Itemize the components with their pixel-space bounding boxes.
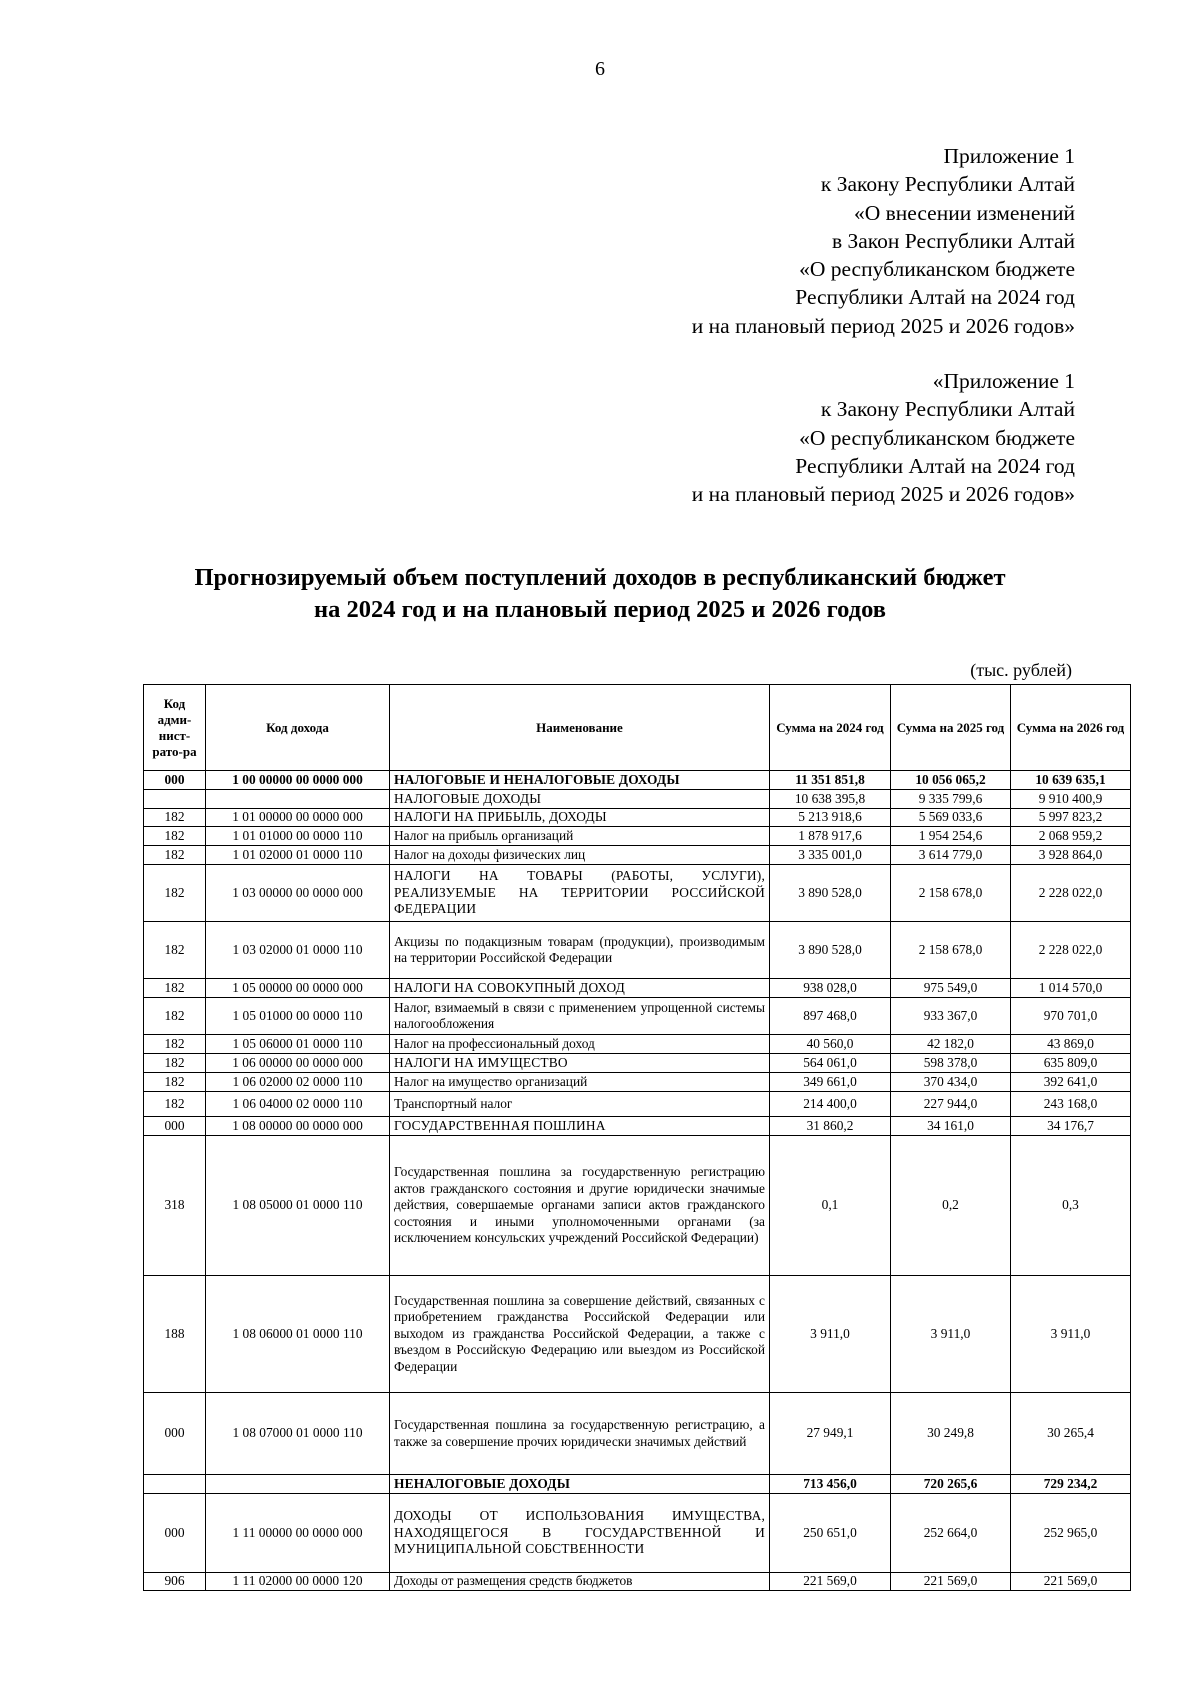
income-code-cell: 1 00 00000 00 0000 000: [206, 771, 390, 790]
sum-2025-cell: 598 378,0: [891, 1054, 1011, 1073]
sum-2025-cell: 3 614 779,0: [891, 846, 1011, 865]
sum-2024-cell: 713 456,0: [770, 1475, 891, 1494]
sum-2024-cell: 897 468,0: [770, 998, 891, 1035]
sum-2026-cell: 2 068 959,2: [1011, 827, 1131, 846]
sum-2026-cell: 635 809,0: [1011, 1054, 1131, 1073]
admin-code-cell: 182: [144, 865, 206, 922]
sum-2026-cell: 221 569,0: [1011, 1573, 1131, 1591]
sum-2025-cell: 5 569 033,6: [891, 809, 1011, 827]
appendix-quoted-line: «О республиканском бюджете: [799, 425, 1075, 450]
table-row: [144, 1393, 1131, 1475]
table-row: [144, 922, 1131, 979]
header-sum-2026: Сумма на 2026 год: [1011, 685, 1131, 771]
sum-2024-cell: 10 638 395,8: [770, 790, 891, 809]
income-code-cell: 1 03 00000 00 0000 000: [206, 865, 390, 922]
sum-2025-cell: 0,2: [891, 1136, 1011, 1276]
table-row: [144, 827, 1131, 846]
sum-2024-cell: 3 911,0: [770, 1276, 891, 1393]
income-name-cell: НАЛОГИ НА ТОВАРЫ (РАБОТЫ, УСЛУГИ), РЕАЛИЗУЕМЫЕ НА ТЕРРИТОРИИ РОССИЙСКОЙ ФЕДЕРАЦИИ: [390, 865, 770, 922]
header-sum-2025: Сумма на 2025 год: [891, 685, 1011, 771]
table-row: [144, 771, 1131, 790]
table-header-row: [144, 685, 1131, 771]
admin-code-cell: 182: [144, 846, 206, 865]
admin-code-cell: 318: [144, 1136, 206, 1276]
sum-2026-cell: 34 176,7: [1011, 1117, 1131, 1136]
income-name-cell: ГОСУДАРСТВЕННАЯ ПОШЛИНА: [390, 1117, 770, 1136]
sum-2024-cell: 250 651,0: [770, 1494, 891, 1573]
sum-2026-cell: 2 228 022,0: [1011, 922, 1131, 979]
income-name-cell: Государственная пошлина за государственную регистрацию, а также за совершение прочих юридически значимых действий: [390, 1393, 770, 1475]
appendix-header-line: «О внесении изменений: [853, 200, 1075, 225]
appendix-header-line: к Закону Республики Алтай: [820, 172, 1075, 197]
sum-2024-cell: 564 061,0: [770, 1054, 891, 1073]
table-row: [144, 998, 1131, 1035]
sum-2025-cell: 370 434,0: [891, 1073, 1011, 1092]
admin-code-cell: 000: [144, 1117, 206, 1136]
appendix-header: [692, 142, 1075, 340]
sum-2026-cell: 3 928 864,0: [1011, 846, 1131, 865]
admin-code-cell: 000: [144, 771, 206, 790]
header-income-code: Код дохода: [206, 685, 390, 771]
income-code-cell: [206, 1475, 390, 1494]
income-code-cell: 1 08 05000 01 0000 110: [206, 1136, 390, 1276]
sum-2024-cell: 938 028,0: [770, 979, 891, 998]
admin-code-cell: 182: [144, 1054, 206, 1073]
header-sum-2024: Сумма на 2024 год: [770, 685, 891, 771]
sum-2024-cell: 1 878 917,6: [770, 827, 891, 846]
sum-2026-cell: 252 965,0: [1011, 1494, 1131, 1573]
sum-2025-cell: 720 265,6: [891, 1475, 1011, 1494]
admin-code-cell: 182: [144, 809, 206, 827]
sum-2026-cell: 392 641,0: [1011, 1073, 1131, 1092]
income-name-cell: НАЛОГИ НА ПРИБЫЛЬ, ДОХОДЫ: [390, 809, 770, 827]
appendix-quoted-line: «Приложение 1: [932, 369, 1075, 393]
sum-2026-cell: 0,3: [1011, 1136, 1131, 1276]
income-name-cell: Налог, взимаемый в связи с применением упрощенной системы налогообложения: [390, 998, 770, 1035]
income-code-cell: 1 01 02000 01 0000 110: [206, 846, 390, 865]
admin-code-cell: 182: [144, 1073, 206, 1092]
sum-2026-cell: 5 997 823,2: [1011, 809, 1131, 827]
sum-2024-cell: 27 949,1: [770, 1393, 891, 1475]
table-row: [144, 846, 1131, 865]
income-name-cell: ДОХОДЫ ОТ ИСПОЛЬЗОВАНИЯ ИМУЩЕСТВА, НАХОДЯЩЕГОСЯ В ГОСУДАРСТВЕННОЙ И МУНИЦИПАЛЬНОЙ СОБСТВЕННОСТИ: [390, 1494, 770, 1573]
appendix-quoted-line: и на плановый период 2025 и 2026 годов»: [691, 482, 1075, 507]
sum-2025-cell: 221 569,0: [891, 1573, 1011, 1591]
sum-2025-cell: 10 056 065,2: [891, 771, 1011, 790]
sum-2024-cell: 31 860,2: [770, 1117, 891, 1136]
sum-2024-cell: 349 661,0: [770, 1073, 891, 1092]
sum-2025-cell: 252 664,0: [891, 1494, 1011, 1573]
sum-2026-cell: 1 014 570,0: [1011, 979, 1131, 998]
income-name-cell: Государственная пошлина за совершение действий, связанных с приобретением гражданства Российской Федерации или выходом из гражданства Российской Федерации, а также с въездом в Российскую Федерацию или выездом из Российской Федерации: [390, 1276, 770, 1393]
sum-2024-cell: 11 351 851,8: [770, 771, 891, 790]
income-code-cell: 1 06 04000 02 0000 110: [206, 1092, 390, 1117]
sum-2025-cell: 42 182,0: [891, 1035, 1011, 1054]
appendix-header-line: в Закон Республики Алтай: [831, 228, 1075, 253]
document-title-line: Прогнозируемый объем поступлений доходов в республиканский бюджет: [194, 564, 1006, 591]
units-note: (тыс. рублей): [970, 660, 1072, 680]
income-name-cell: Налог на имущество организаций: [390, 1073, 770, 1092]
income-code-cell: 1 03 02000 01 0000 110: [206, 922, 390, 979]
sum-2024-cell: 3 890 528,0: [770, 865, 891, 922]
income-code-cell: [206, 790, 390, 809]
document-title-line: на 2024 год и на плановый период 2025 и 2026 годов: [313, 596, 886, 623]
table-body: [144, 771, 1131, 1591]
table-row: [144, 809, 1131, 827]
sum-2024-cell: 214 400,0: [770, 1092, 891, 1117]
appendix-header-line: «О республиканском бюджете: [799, 257, 1075, 282]
income-code-cell: 1 05 06000 01 0000 110: [206, 1035, 390, 1054]
sum-2024-cell: 221 569,0: [770, 1573, 891, 1591]
income-name-cell: Государственная пошлина за государственную регистрацию актов гражданского состояния и другие юридически значимые действия, совершаемые органами записи актов гражданского состояния и иными уполномоченными органами (за исключением консульских учреждений Российской Федерации): [390, 1136, 770, 1276]
admin-code-cell: 000: [144, 1393, 206, 1475]
sum-2026-cell: 9 910 400,9: [1011, 790, 1131, 809]
sum-2026-cell: 243 168,0: [1011, 1092, 1131, 1117]
appendix-header-line: Приложение 1: [943, 144, 1075, 168]
table-row: [144, 1073, 1131, 1092]
sum-2025-cell: 9 335 799,6: [891, 790, 1011, 809]
appendix-quoted: [692, 367, 1075, 508]
admin-code-cell: 906: [144, 1573, 206, 1591]
income-name-cell: Доходы от размещения средств бюджетов: [390, 1573, 770, 1591]
table-row: [144, 865, 1131, 922]
income-name-cell: Налог на доходы физических лиц: [390, 846, 770, 865]
sum-2024-cell: 40 560,0: [770, 1035, 891, 1054]
header-admin-code: Код адми-нист-рато-ра: [144, 685, 206, 771]
document-title: [0, 562, 1200, 626]
table-row: [144, 1136, 1131, 1276]
income-name-cell: НАЛОГИ НА ИМУЩЕСТВО: [390, 1054, 770, 1073]
sum-2025-cell: 933 367,0: [891, 998, 1011, 1035]
sum-2026-cell: 2 228 022,0: [1011, 865, 1131, 922]
table-row: [144, 1035, 1131, 1054]
income-name-cell: НАЛОГИ НА СОВОКУПНЫЙ ДОХОД: [390, 979, 770, 998]
income-code-cell: 1 11 00000 00 0000 000: [206, 1494, 390, 1573]
income-name-cell: НАЛОГОВЫЕ ДОХОДЫ: [390, 790, 770, 809]
table-row: [144, 979, 1131, 998]
admin-code-cell: 182: [144, 922, 206, 979]
sum-2025-cell: 1 954 254,6: [891, 827, 1011, 846]
sum-2025-cell: 2 158 678,0: [891, 922, 1011, 979]
sum-2024-cell: 3 335 001,0: [770, 846, 891, 865]
table-row: [144, 1573, 1131, 1591]
sum-2026-cell: 970 701,0: [1011, 998, 1131, 1035]
admin-code-cell: 182: [144, 979, 206, 998]
page-number: 6: [595, 58, 605, 80]
income-code-cell: 1 06 02000 02 0000 110: [206, 1073, 390, 1092]
sum-2026-cell: 3 911,0: [1011, 1276, 1131, 1393]
sum-2024-cell: 5 213 918,6: [770, 809, 891, 827]
income-name-cell: Налог на профессиональный доход: [390, 1035, 770, 1054]
income-code-cell: 1 05 00000 00 0000 000: [206, 979, 390, 998]
income-name-cell: НЕНАЛОГОВЫЕ ДОХОДЫ: [390, 1475, 770, 1494]
sum-2025-cell: 2 158 678,0: [891, 865, 1011, 922]
income-code-cell: 1 08 00000 00 0000 000: [206, 1117, 390, 1136]
sum-2026-cell: 10 639 635,1: [1011, 771, 1131, 790]
sum-2025-cell: 227 944,0: [891, 1092, 1011, 1117]
sum-2025-cell: 975 549,0: [891, 979, 1011, 998]
table-row: [144, 1494, 1131, 1573]
admin-code-cell: 188: [144, 1276, 206, 1393]
income-code-cell: 1 01 01000 00 0000 110: [206, 827, 390, 846]
admin-code-cell: 182: [144, 1092, 206, 1117]
income-code-cell: 1 11 02000 00 0000 120: [206, 1573, 390, 1591]
income-code-cell: 1 01 00000 00 0000 000: [206, 809, 390, 827]
table-row: [144, 1276, 1131, 1393]
sum-2025-cell: 30 249,8: [891, 1393, 1011, 1475]
appendix-quoted-line: к Закону Республики Алтай: [820, 397, 1075, 422]
admin-code-cell: 000: [144, 1494, 206, 1573]
admin-code-cell: 182: [144, 998, 206, 1035]
table-row: [144, 790, 1131, 809]
appendix-header-line: и на плановый период 2025 и 2026 годов»: [691, 313, 1075, 338]
sum-2026-cell: 30 265,4: [1011, 1393, 1131, 1475]
sum-2026-cell: 729 234,2: [1011, 1475, 1131, 1494]
income-code-cell: 1 08 06000 01 0000 110: [206, 1276, 390, 1393]
table-row: [144, 1054, 1131, 1073]
admin-code-cell: 182: [144, 1035, 206, 1054]
table-row: [144, 1092, 1131, 1117]
admin-code-cell: [144, 790, 206, 809]
appendix-quoted-line: Республики Алтай на 2024 год: [795, 453, 1075, 478]
sum-2026-cell: 43 869,0: [1011, 1035, 1131, 1054]
income-code-cell: 1 08 07000 01 0000 110: [206, 1393, 390, 1475]
income-code-cell: 1 05 01000 00 0000 110: [206, 998, 390, 1035]
sum-2024-cell: 0,1: [770, 1136, 891, 1276]
header-name: Наименование: [390, 685, 770, 771]
sum-2024-cell: 3 890 528,0: [770, 922, 891, 979]
income-table: [143, 684, 1131, 1591]
income-name-cell: Транспортный налог: [390, 1092, 770, 1117]
income-name-cell: НАЛОГОВЫЕ И НЕНАЛОГОВЫЕ ДОХОДЫ: [390, 771, 770, 790]
admin-code-cell: 182: [144, 827, 206, 846]
income-code-cell: 1 06 00000 00 0000 000: [206, 1054, 390, 1073]
appendix-header-line: Республики Алтай на 2024 год: [795, 285, 1075, 310]
table-row: [144, 1475, 1131, 1494]
sum-2025-cell: 34 161,0: [891, 1117, 1011, 1136]
income-name-cell: Акцизы по подакцизным товарам (продукции), производимым на территории Российской Федерации: [390, 922, 770, 979]
table-row: [144, 1117, 1131, 1136]
admin-code-cell: [144, 1475, 206, 1494]
sum-2025-cell: 3 911,0: [891, 1276, 1011, 1393]
income-name-cell: Налог на прибыль организаций: [390, 827, 770, 846]
